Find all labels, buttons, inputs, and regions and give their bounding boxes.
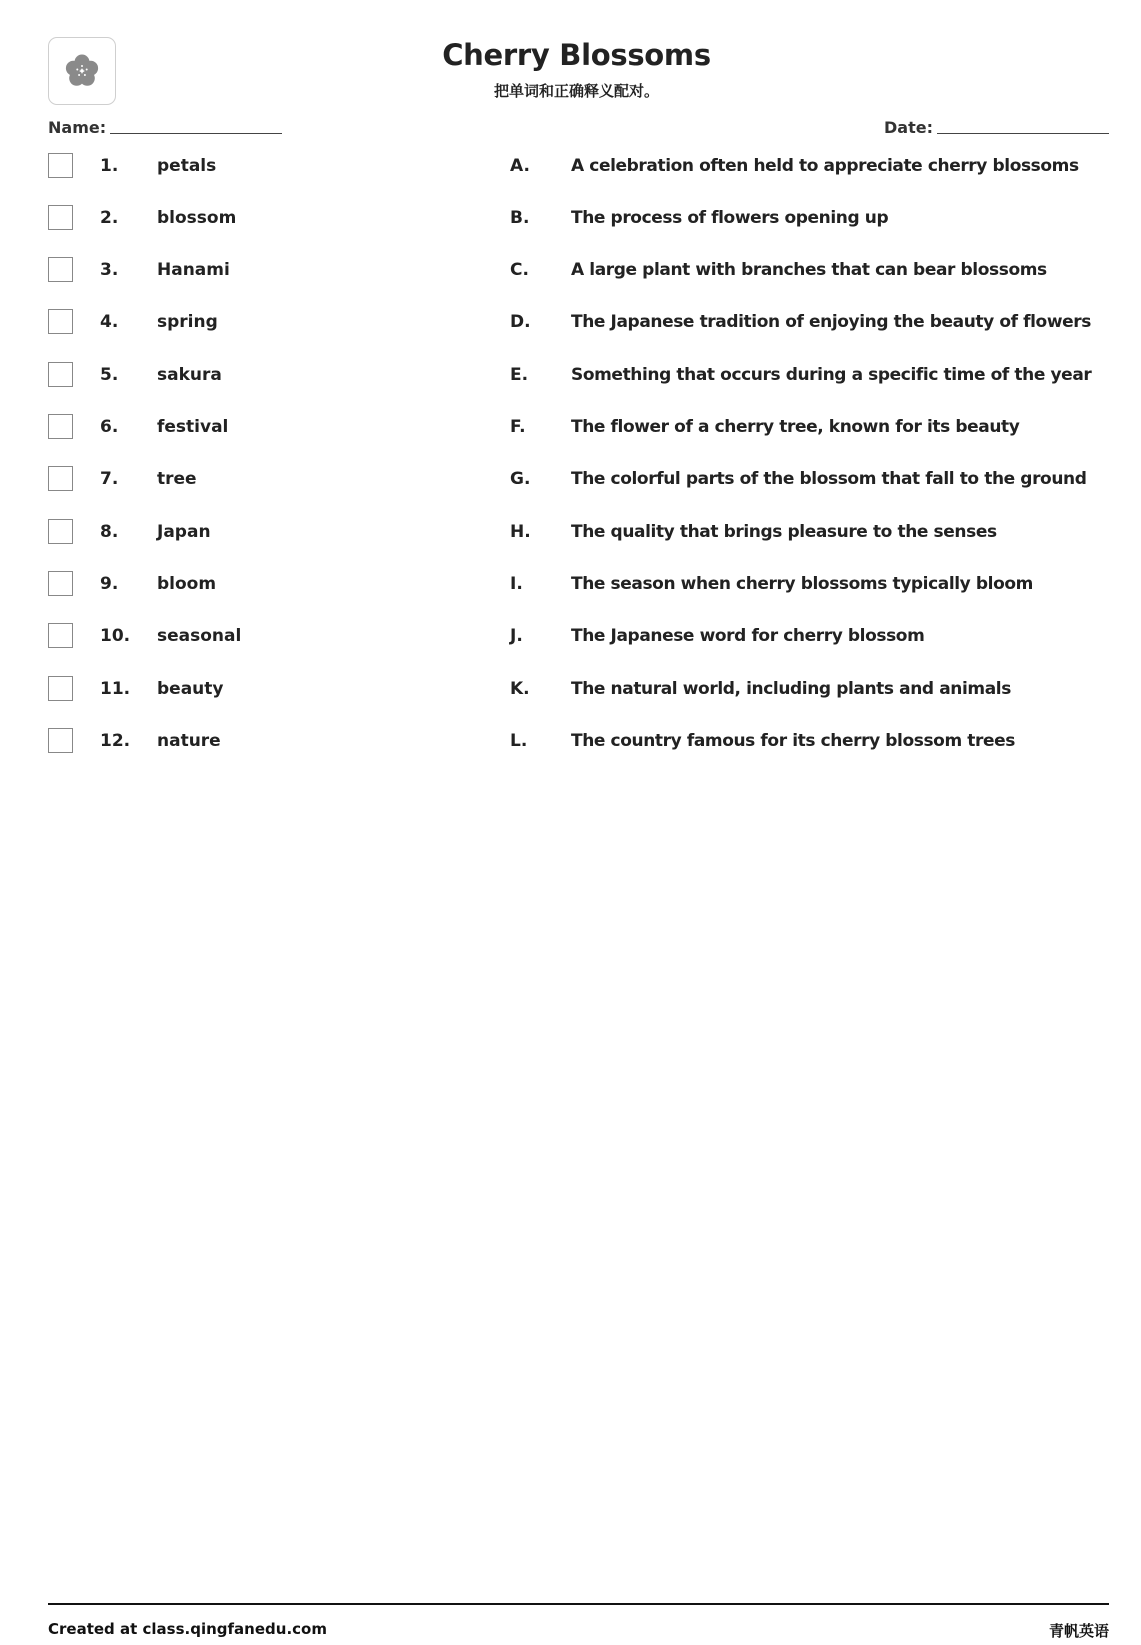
item-number: 10. [100, 626, 131, 646]
match-row [0, 203, 1141, 233]
match-row [0, 151, 1141, 181]
answer-checkbox[interactable] [48, 519, 73, 544]
definition-letter: J. [510, 626, 523, 646]
definition-letter: F. [510, 417, 526, 437]
definition-text: The quality that brings pleasure to the senses [571, 522, 997, 542]
date-underline[interactable] [937, 133, 1109, 134]
item-number: 11. [100, 679, 131, 699]
definition-text: The country famous for its cherry blossom trees [571, 731, 1015, 751]
item-number: 3. [100, 260, 119, 280]
item-word: bloom [157, 574, 217, 594]
definition-letter: L. [510, 731, 528, 751]
answer-checkbox[interactable] [48, 205, 73, 230]
match-row [0, 674, 1141, 704]
page-title: Cherry Blossoms [442, 38, 711, 72]
item-number: 6. [100, 417, 119, 437]
item-number: 4. [100, 312, 119, 332]
name-label: Name: [48, 118, 107, 137]
footer-brand: 青帆英语 [1048, 1622, 1109, 1640]
item-word: tree [157, 469, 197, 489]
item-word: nature [157, 731, 221, 751]
definition-letter: D. [510, 312, 531, 332]
match-row [0, 726, 1141, 756]
item-word: blossom [157, 208, 237, 228]
definition-letter: H. [510, 522, 531, 542]
footer-divider [48, 1603, 1109, 1605]
match-row [0, 517, 1141, 547]
definition-letter: B. [510, 208, 530, 228]
item-number: 8. [100, 522, 119, 542]
definition-text: The season when cherry blossoms typically bloom [571, 574, 1033, 594]
definition-text: A large plant with branches that can bear blossoms [571, 260, 1047, 280]
item-number: 12. [100, 731, 131, 751]
match-row [0, 464, 1141, 494]
item-number: 1. [100, 156, 119, 176]
item-word: spring [157, 312, 218, 332]
footer-credit: Created at class.qingfanedu.com [48, 1620, 327, 1638]
definition-letter: A. [510, 156, 530, 176]
definition-letter: G. [510, 469, 531, 489]
answer-checkbox[interactable] [48, 623, 73, 648]
answer-checkbox[interactable] [48, 257, 73, 282]
item-number: 7. [100, 469, 119, 489]
match-row [0, 360, 1141, 390]
answer-checkbox[interactable] [48, 153, 73, 178]
date-label: Date: [884, 118, 933, 137]
match-row [0, 569, 1141, 599]
item-word: sakura [157, 365, 222, 385]
definition-text: The process of flowers opening up [571, 208, 889, 228]
item-word: festival [157, 417, 229, 437]
definition-text: Something that occurs during a specific time of the year [571, 365, 1092, 385]
definition-letter: K. [510, 679, 530, 699]
item-word: petals [157, 156, 217, 176]
page-instructions: 把单词和正确释义配对。 [493, 82, 659, 100]
date-field[interactable] [884, 118, 1109, 137]
item-word: seasonal [157, 626, 242, 646]
item-number: 2. [100, 208, 119, 228]
definition-text: The flower of a cherry tree, known for its beauty [571, 417, 1020, 437]
answer-checkbox[interactable] [48, 571, 73, 596]
match-row [0, 412, 1141, 442]
answer-checkbox[interactable] [48, 466, 73, 491]
item-word: beauty [157, 679, 224, 699]
answer-checkbox[interactable] [48, 728, 73, 753]
definition-text: The Japanese tradition of enjoying the beauty of flowers [571, 312, 1091, 332]
definition-text: The Japanese word for cherry blossom [571, 626, 925, 646]
answer-checkbox[interactable] [48, 362, 73, 387]
definition-letter: E. [510, 365, 529, 385]
match-row [0, 621, 1141, 651]
definition-letter: C. [510, 260, 529, 280]
item-number: 5. [100, 365, 119, 385]
match-row [0, 307, 1141, 337]
match-row [0, 255, 1141, 285]
definition-letter: I. [510, 574, 523, 594]
name-underline[interactable] [110, 133, 282, 134]
item-word: Japan [157, 522, 211, 542]
answer-checkbox[interactable] [48, 414, 73, 439]
answer-checkbox[interactable] [48, 676, 73, 701]
definition-text: The natural world, including plants and animals [571, 679, 1011, 699]
answer-checkbox[interactable] [48, 309, 73, 334]
name-field[interactable] [48, 118, 282, 137]
item-word: Hanami [157, 260, 230, 280]
item-number: 9. [100, 574, 119, 594]
definition-text: A celebration often held to appreciate cherry blossoms [571, 156, 1079, 176]
definition-text: The colorful parts of the blossom that fall to the ground [571, 469, 1087, 489]
